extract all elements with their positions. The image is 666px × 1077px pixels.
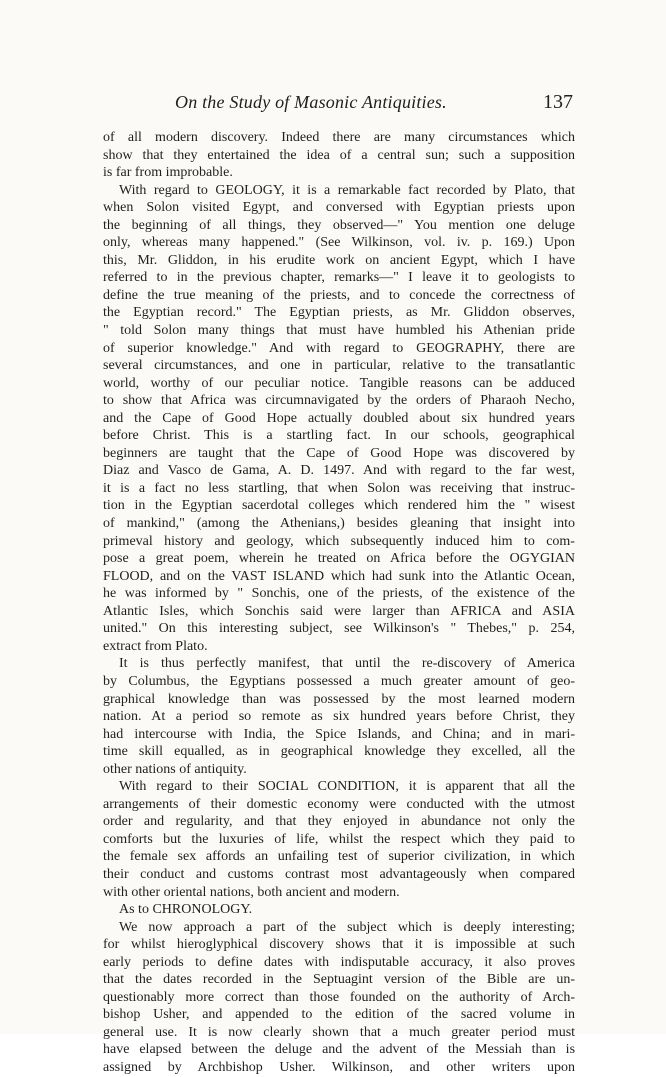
text-line: Diaz and Vasco de Gama, A. D. 1497. And with regard to the far west, xyxy=(103,463,575,479)
running-title: On the Study of Masonic Antiquities. xyxy=(175,92,447,112)
text-line: he was informed by " Sonchis, one of the priests, of the existence of the xyxy=(103,586,575,602)
text-line: of mankind," (among the Athenians,) besides gleaning that insight into xyxy=(103,516,575,532)
text-line: when Solon visited Egypt, and conversed with Egyptian priests upon xyxy=(103,200,575,216)
text-line: With regard to GEOLOGY, it is a remarkable fact recorded by Plato, that xyxy=(119,182,575,198)
text-line: FLOOD, and on the VAST ISLAND which had sunk into the Atlantic Ocean, xyxy=(103,568,575,584)
text-line: arrangements of their domestic economy were conducted with the utmost xyxy=(103,796,575,812)
text-line: order and regularity, and that they enjoyed in abundance not only the xyxy=(103,814,575,830)
text-line: nation. At a period so remote as six hundred years before Christ, they xyxy=(103,709,575,725)
page-header xyxy=(103,92,575,118)
text-line: Atlantic Isles, which Sonchis said were larger than AFRICA and ASIA xyxy=(103,603,575,619)
text-line: other nations of antiquity. xyxy=(103,761,247,777)
text-line: " told Solon many things that must have humbled his Athenian pride xyxy=(103,323,575,339)
text-line: several circumstances, and one in particular, relative to the transatlantic xyxy=(103,358,575,374)
page-number: 137 xyxy=(543,91,573,113)
text-line: this, Mr. Gliddon, in his erudite work on ancient Egypt, which I have xyxy=(103,252,575,268)
text-line: is far from improbable. xyxy=(103,165,233,181)
text-line: graphical knowledge than was possessed by the most learned modern xyxy=(103,691,575,707)
text-line: it is a fact no less startling, that when Solon was receiving that instruc- xyxy=(103,480,575,496)
text-line: only, whereas many happened." (See Wilkinson, vol. iv. p. 169.) Upon xyxy=(103,235,575,251)
text-line: with other oriental nations, both ancient and modern. xyxy=(103,884,400,900)
text-line: extract from Plato. xyxy=(103,638,208,654)
text-line: primeval history and geology, which subsequently induced him to com- xyxy=(103,533,575,549)
text-line: general use. It is now clearly shown that a much greater period must xyxy=(103,1024,575,1040)
text-line: pose a great poem, wherein he treated on Africa before the OGYGIAN xyxy=(103,551,575,567)
text-line: of superior knowledge." And with regard to GEOGRAPHY, there are xyxy=(103,340,575,356)
text-line: define the true meaning of the priests, and to concede the correctness of xyxy=(103,287,575,303)
text-line: the female sex affords an unfailing test of superior civilization, in which xyxy=(103,849,575,865)
text-line: beginners are taught that the Cape of Good Hope was discovered by xyxy=(103,445,575,461)
body-text xyxy=(103,129,575,1077)
text-line: that the dates recorded in the Septuagint version of the Bible are un- xyxy=(103,972,575,988)
text-line: had intercourse with India, the Spice Islands, and China; and in mari- xyxy=(103,726,575,742)
text-line: tion in the Egyptian sacerdotal colleges which rendered him the " wisest xyxy=(103,498,575,514)
text-line: time skill equalled, as in geographical knowledge they excelled, all the xyxy=(103,744,575,760)
text-line: the beginning of all things, they observed—" You mention one deluge xyxy=(103,217,575,233)
text-line: united." On this interesting subject, see Wilkinson's " Thebes," p. 254, xyxy=(103,621,575,637)
text-line: comforts but the luxuries of life, whilst the respect which they paid to xyxy=(103,831,575,847)
text-line: questionably more correct than those founded on the authority of Arch- xyxy=(103,989,575,1005)
text-line: As to CHRONOLOGY. xyxy=(119,902,253,918)
text-line: referred to in the previous chapter, remarks—" I leave it to geologists to xyxy=(103,270,575,286)
text-line: of all modern discovery. Indeed there are many circumstances which xyxy=(103,130,575,145)
text-line: early periods to define dates with indisputable accuracy, it also proves xyxy=(103,954,575,970)
text-line: the Egyptian record." The Egyptian priests, as Mr. Gliddon observes, xyxy=(103,305,575,321)
text-line: their conduct and customs contrast most advantageously when compared xyxy=(103,866,575,882)
text-line: With regard to their SOCIAL CONDITION, it is apparent that all the xyxy=(119,779,575,795)
text-line: show that they entertained the idea of a central sun; such a supposition xyxy=(103,147,575,163)
text-line: before Christ. This is a startling fact. In our schools, geographical xyxy=(103,428,575,444)
text-line: It is thus perfectly manifest, that until the re-discovery of America xyxy=(119,656,575,672)
text-line: have elapsed between the deluge and the advent of the Messiah than is xyxy=(103,1042,575,1058)
text-line: world, worthy of our peculiar notice. Tangible reasons can be adduced xyxy=(103,375,575,391)
text-line: assigned by Archbishop Usher. Wilkinson, and other writers upon xyxy=(103,1059,575,1075)
text-line: bishop Usher, and appended to the edition of the sacred volume in xyxy=(103,1007,575,1023)
text-line: for whilst hieroglyphical discovery shows that it is impossible at such xyxy=(103,937,575,953)
text-line: to show that Africa was circumnavigated by the orders of Pharaoh Necho, xyxy=(103,393,575,409)
text-line: by Columbus, the Egyptians possessed a much greater amount of geo- xyxy=(103,673,575,689)
text-line: We now approach a part of the subject which is deeply interesting; xyxy=(119,919,575,935)
text-line: and the Cape of Good Hope actually doubled about six hundred years xyxy=(103,410,575,426)
